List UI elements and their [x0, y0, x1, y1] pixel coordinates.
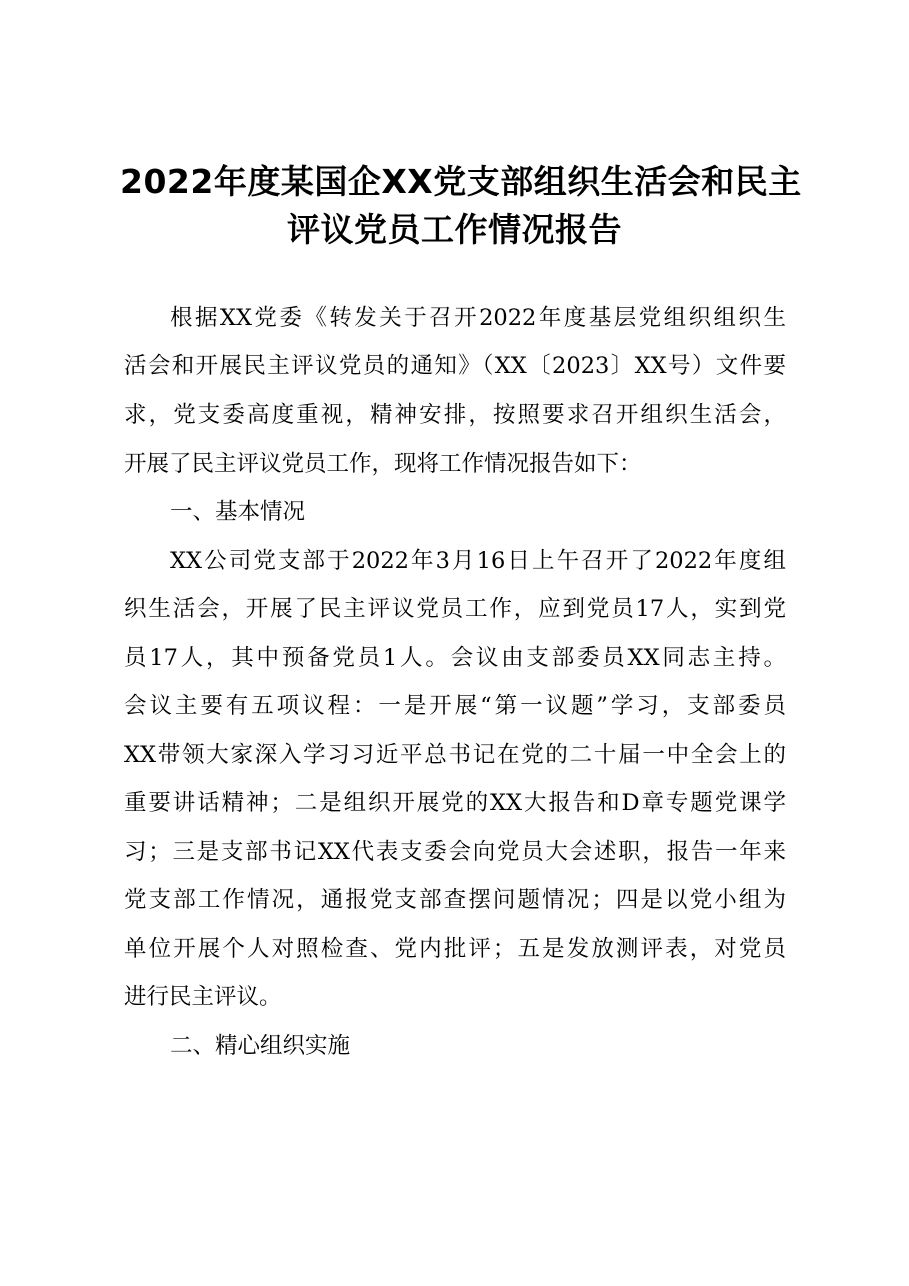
title-line-2: 评议党员工作情况报告 [287, 210, 622, 249]
paragraph-1-line-1: 根据XX党委《转发关于召开2022年度基层党组织组织生 [170, 305, 786, 331]
paragraph-2-line-3: 员17人，其中预备党员1人。会议由支部委员XX同志主持。 [124, 645, 786, 671]
paragraph-2-line-5: XX带领大家深入学习习近平总书记在党的二十届一中全会上的 [124, 742, 786, 768]
paragraph-2-line-1: XX公司党支部于2022年3月16日上午召开了2022年度组 [170, 548, 786, 574]
paragraph-2-line-4: 会议主要有五项议程：一是开展“第一议题”学习，支部委员 [124, 693, 786, 719]
paragraph-1-line-4: 开展了民主评议党员工作，现将工作情况报告如下： [124, 451, 642, 477]
paragraph-1-line-2: 活会和开展民主评议党员的通知》（XX〔2023〕XX号）文件要 [124, 353, 786, 379]
paragraph-2-line-10: 进行民主评议。 [124, 984, 282, 1010]
paragraph-1-line-3: 求，党支委高度重视，精神安排，按照要求召开组织生活会， [124, 402, 786, 428]
paragraph-2-line-6: 重要讲话精神；二是组织开展党的XX大报告和D章专题党课学 [124, 790, 786, 816]
section-heading-2: 二、精心组织实施 [170, 1033, 351, 1059]
title-line-1: 2022年度某国企XX党支部组织生活会和民主 [120, 162, 802, 201]
paragraph-2-line-8: 党支部工作情况，通报党支部查摆问题情况；四是以党小组为 [124, 887, 786, 913]
paragraph-2-line-2: 织生活会，开展了民主评议党员工作，应到党员17人，实到党 [124, 596, 786, 622]
paragraph-2-line-9: 单位开展个人对照检查、党内批评；五是发放测评表，对党员 [124, 936, 786, 962]
section-heading-1: 一、基本情况 [170, 499, 306, 525]
document-title [120, 158, 802, 254]
paragraph-2-line-7: 习；三是支部书记XX代表支委会向党员大会述职，报告一年来 [124, 839, 786, 865]
